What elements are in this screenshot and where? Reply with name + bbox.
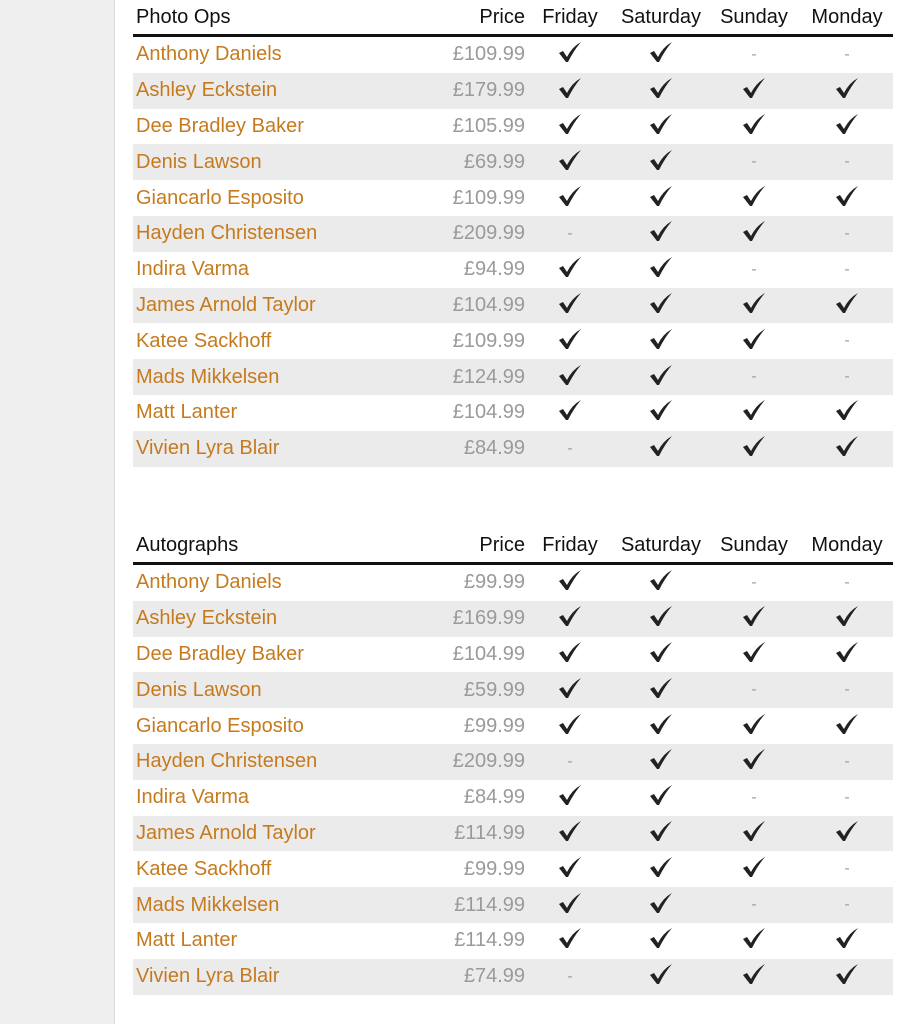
price-value: £209.99 (452, 750, 525, 773)
check-icon (741, 292, 767, 314)
monday-header: Monday (811, 533, 883, 556)
check-icon (834, 713, 860, 735)
check-icon (741, 927, 767, 949)
price-value: £84.99 (463, 437, 525, 460)
saturday-header: Saturday (620, 533, 702, 556)
price-value: £59.99 (463, 678, 525, 701)
table-row (133, 252, 893, 288)
check-icon (741, 399, 767, 421)
monday-availability (801, 820, 893, 847)
check-icon (648, 892, 674, 914)
check-icon (648, 820, 674, 842)
check-icon (648, 856, 674, 878)
monday-availability (801, 153, 893, 171)
table-header (133, 0, 893, 37)
check-icon (834, 820, 860, 842)
friday-availability (525, 225, 615, 243)
check-icon (557, 677, 583, 699)
friday-availability (525, 569, 615, 596)
page-content (114, 0, 914, 1024)
saturday-availability (615, 713, 707, 740)
sunday-availability (707, 368, 801, 386)
unavailable-dash: - (844, 752, 850, 770)
check-icon (648, 713, 674, 735)
check-icon (648, 220, 674, 242)
price-value: £104.99 (452, 642, 525, 665)
sunday-availability (707, 292, 801, 319)
check-icon (648, 113, 674, 135)
check-icon (648, 569, 674, 591)
guest-name-link[interactable]: Katee Sackhoff (136, 857, 272, 880)
guest-name-link[interactable]: Denis Lawson (136, 150, 262, 173)
check-icon (648, 41, 674, 63)
guest-name-link[interactable]: James Arnold Taylor (136, 293, 316, 316)
saturday-availability (615, 677, 707, 704)
friday-availability (525, 149, 615, 176)
sunday-availability (707, 820, 801, 847)
check-icon (557, 41, 583, 63)
saturday-availability (615, 41, 707, 68)
unavailable-dash: - (844, 153, 850, 171)
check-icon (741, 220, 767, 242)
saturday-availability (615, 435, 707, 462)
sunday-availability (707, 927, 801, 954)
check-icon (648, 149, 674, 171)
guest-name-link[interactable]: Anthony Daniels (136, 43, 282, 66)
guest-name-link[interactable]: Matt Lanter (136, 929, 238, 952)
sunday-header: Sunday (720, 5, 788, 28)
monday-availability (801, 896, 893, 914)
table-row (133, 959, 893, 995)
sunday-availability (707, 641, 801, 668)
guest-name-link[interactable]: Dee Bradley Baker (136, 114, 304, 137)
monday-availability (801, 641, 893, 668)
friday-availability (525, 641, 615, 668)
unavailable-dash: - (567, 967, 573, 985)
saturday-availability (615, 784, 707, 811)
friday-availability (525, 820, 615, 847)
check-icon (648, 641, 674, 663)
price-value: £169.99 (452, 607, 525, 630)
monday-availability (801, 574, 893, 592)
check-icon (557, 77, 583, 99)
sunday-availability (707, 220, 801, 247)
monday-availability (801, 713, 893, 740)
check-icon (557, 605, 583, 627)
guest-name-link[interactable]: Anthony Daniels (136, 571, 282, 594)
friday-availability (525, 440, 615, 458)
unavailable-dash: - (844, 860, 850, 878)
saturday-availability (615, 113, 707, 140)
saturday-availability (615, 892, 707, 919)
monday-availability (801, 860, 893, 878)
price-value: £99.99 (463, 571, 525, 594)
price-value: £209.99 (452, 222, 525, 245)
sunday-availability (707, 77, 801, 104)
check-icon (557, 927, 583, 949)
monday-availability (801, 927, 893, 954)
check-icon (834, 185, 860, 207)
friday-availability (525, 185, 615, 212)
check-icon (834, 927, 860, 949)
friday-availability (525, 364, 615, 391)
unavailable-dash: - (751, 788, 757, 806)
check-icon (557, 713, 583, 735)
friday-header: Friday (542, 5, 598, 28)
saturday-availability (615, 328, 707, 355)
table-body (133, 565, 893, 995)
saturday-availability (615, 149, 707, 176)
check-icon (648, 328, 674, 350)
check-icon (648, 256, 674, 278)
saturday-availability (615, 605, 707, 632)
table-row (133, 109, 893, 145)
price-value: £109.99 (452, 43, 525, 66)
sunday-availability (707, 435, 801, 462)
sunday-availability (707, 574, 801, 592)
sunday-availability (707, 789, 801, 807)
check-icon (557, 149, 583, 171)
friday-availability (525, 256, 615, 283)
saturday-availability (615, 399, 707, 426)
sunday-availability (707, 153, 801, 171)
guest-name-link[interactable]: Vivien Lyra Blair (136, 437, 280, 460)
check-icon (557, 113, 583, 135)
saturday-availability (615, 963, 707, 990)
saturday-availability (615, 185, 707, 212)
check-icon (648, 292, 674, 314)
monday-availability (801, 605, 893, 632)
check-icon (648, 185, 674, 207)
friday-availability (525, 713, 615, 740)
check-icon (648, 784, 674, 806)
sunday-availability (707, 856, 801, 883)
friday-availability (525, 77, 615, 104)
check-icon (834, 963, 860, 985)
check-icon (834, 605, 860, 627)
unavailable-dash: - (844, 224, 850, 242)
friday-availability (525, 677, 615, 704)
check-icon (741, 185, 767, 207)
guest-name-link[interactable]: Giancarlo Esposito (136, 714, 304, 737)
table-row (133, 637, 893, 673)
check-icon (648, 77, 674, 99)
saturday-availability (615, 364, 707, 391)
monday-availability (801, 435, 893, 462)
check-icon (741, 113, 767, 135)
price-value: £104.99 (452, 401, 525, 424)
price-value: £84.99 (463, 786, 525, 809)
sunday-availability (707, 896, 801, 914)
saturday-availability (615, 77, 707, 104)
sunday-availability (707, 328, 801, 355)
check-icon (648, 963, 674, 985)
price-value: £114.99 (454, 893, 525, 916)
check-icon (834, 399, 860, 421)
saturday-availability (615, 748, 707, 775)
sunday-availability (707, 605, 801, 632)
monday-availability (801, 332, 893, 350)
check-icon (648, 435, 674, 457)
monday-availability (801, 113, 893, 140)
check-icon (648, 748, 674, 770)
table-title: Photo Ops (136, 5, 231, 28)
check-icon (557, 820, 583, 842)
unavailable-dash: - (751, 681, 757, 699)
friday-availability (525, 113, 615, 140)
saturday-availability (615, 641, 707, 668)
table-row (133, 73, 893, 109)
guest-name-link[interactable]: Denis Lawson (136, 678, 262, 701)
guest-name-link[interactable]: Indira Varma (136, 786, 250, 809)
check-icon (557, 364, 583, 386)
saturday-header: Saturday (620, 5, 702, 28)
monday-availability (801, 292, 893, 319)
monday-availability (801, 681, 893, 699)
monday-availability (801, 46, 893, 64)
saturday-availability (615, 292, 707, 319)
unavailable-dash: - (844, 260, 850, 278)
guest-name-link[interactable]: Katee Sackhoff (136, 329, 272, 352)
price-value: £109.99 (452, 186, 525, 209)
check-icon (557, 399, 583, 421)
price-value: £69.99 (463, 150, 525, 173)
friday-availability (525, 968, 615, 986)
guest-name-link[interactable]: Ashley Eckstein (136, 607, 278, 630)
guest-name-link[interactable]: Mads Mikkelsen (136, 365, 280, 388)
table-row (133, 37, 893, 73)
friday-availability (525, 892, 615, 919)
saturday-availability (615, 856, 707, 883)
unavailable-dash: - (567, 752, 573, 770)
check-icon (557, 892, 583, 914)
monday-availability (801, 753, 893, 771)
table-row (133, 923, 893, 959)
table-row (133, 359, 893, 395)
check-icon (834, 292, 860, 314)
friday-availability (525, 41, 615, 68)
check-icon (741, 963, 767, 985)
check-icon (557, 569, 583, 591)
unavailable-dash: - (844, 332, 850, 350)
guest-name-link[interactable]: Giancarlo Esposito (136, 186, 304, 209)
price-value: £114.99 (454, 929, 525, 952)
monday-header: Monday (811, 5, 883, 28)
price-value: £179.99 (452, 79, 525, 102)
table-row (133, 744, 893, 780)
sunday-availability (707, 46, 801, 64)
friday-availability (525, 856, 615, 883)
price-header: Price (479, 533, 525, 556)
unavailable-dash: - (751, 573, 757, 591)
sunday-availability (707, 748, 801, 775)
check-icon (557, 856, 583, 878)
table-row (133, 565, 893, 601)
check-icon (834, 77, 860, 99)
check-icon (741, 641, 767, 663)
table-row (133, 323, 893, 359)
unavailable-dash: - (844, 573, 850, 591)
price-value: £105.99 (452, 114, 525, 137)
monday-availability (801, 963, 893, 990)
check-icon (741, 605, 767, 627)
friday-availability (525, 605, 615, 632)
price-value: £109.99 (452, 329, 525, 352)
unavailable-dash: - (751, 896, 757, 914)
guest-name-link[interactable]: Ashley Eckstein (136, 79, 278, 102)
friday-availability (525, 753, 615, 771)
table-body (133, 37, 893, 467)
check-icon (741, 856, 767, 878)
unavailable-dash: - (844, 896, 850, 914)
check-icon (648, 605, 674, 627)
check-icon (557, 784, 583, 806)
monday-availability (801, 368, 893, 386)
saturday-availability (615, 820, 707, 847)
check-icon (557, 256, 583, 278)
guest-name-link[interactable]: Matt Lanter (136, 401, 238, 424)
unavailable-dash: - (844, 681, 850, 699)
friday-availability (525, 927, 615, 954)
unavailable-dash: - (751, 368, 757, 386)
check-icon (834, 641, 860, 663)
guest-name-link[interactable]: Hayden Christensen (136, 750, 318, 773)
table-row (133, 851, 893, 887)
check-icon (741, 328, 767, 350)
table-row (133, 887, 893, 923)
saturday-availability (615, 927, 707, 954)
sunday-availability (707, 261, 801, 279)
friday-availability (525, 399, 615, 426)
monday-availability (801, 261, 893, 279)
check-icon (741, 748, 767, 770)
unavailable-dash: - (751, 153, 757, 171)
check-icon (834, 435, 860, 457)
friday-availability (525, 292, 615, 319)
table-header (133, 528, 893, 565)
check-icon (741, 77, 767, 99)
check-icon (557, 185, 583, 207)
table-row (133, 601, 893, 637)
check-icon (741, 435, 767, 457)
check-icon (834, 113, 860, 135)
unavailable-dash: - (844, 45, 850, 63)
guest-name-link[interactable]: Indira Varma (136, 258, 250, 281)
monday-availability (801, 185, 893, 212)
unavailable-dash: - (844, 788, 850, 806)
price-value: £99.99 (463, 714, 525, 737)
price-value: £94.99 (463, 258, 525, 281)
check-icon (557, 292, 583, 314)
price-header: Price (479, 5, 525, 28)
table-row (133, 708, 893, 744)
unavailable-dash: - (567, 439, 573, 457)
friday-availability (525, 328, 615, 355)
price-value: £124.99 (452, 365, 525, 388)
sunday-availability (707, 185, 801, 212)
sunday-availability (707, 963, 801, 990)
unavailable-dash: - (751, 260, 757, 278)
sunday-header: Sunday (720, 533, 788, 556)
price-value: £99.99 (463, 857, 525, 880)
price-value: £114.99 (454, 821, 525, 844)
table-row (133, 288, 893, 324)
monday-availability (801, 77, 893, 104)
guest-name-link[interactable]: James Arnold Taylor (136, 821, 316, 844)
table-row (133, 816, 893, 852)
sunday-availability (707, 113, 801, 140)
unavailable-dash: - (567, 224, 573, 242)
friday-header: Friday (542, 533, 598, 556)
unavailable-dash: - (751, 45, 757, 63)
monday-availability (801, 399, 893, 426)
sunday-availability (707, 681, 801, 699)
table-row (133, 216, 893, 252)
check-icon (648, 364, 674, 386)
saturday-availability (615, 569, 707, 596)
guest-name-link[interactable]: Dee Bradley Baker (136, 642, 304, 665)
guest-name-link[interactable]: Vivien Lyra Blair (136, 965, 280, 988)
check-icon (648, 399, 674, 421)
unavailable-dash: - (844, 368, 850, 386)
table-row (133, 144, 893, 180)
sunday-availability (707, 399, 801, 426)
table-title: Autographs (136, 533, 239, 556)
table-row (133, 395, 893, 431)
check-icon (741, 820, 767, 842)
monday-availability (801, 225, 893, 243)
check-icon (648, 927, 674, 949)
table-row (133, 431, 893, 467)
monday-availability (801, 789, 893, 807)
table-row (133, 780, 893, 816)
table-row (133, 180, 893, 216)
guest-name-link[interactable]: Hayden Christensen (136, 222, 318, 245)
table-row (133, 672, 893, 708)
check-icon (557, 328, 583, 350)
sunday-availability (707, 713, 801, 740)
check-icon (741, 713, 767, 735)
check-icon (648, 677, 674, 699)
autographs-table (133, 528, 893, 995)
guest-name-link[interactable]: Mads Mikkelsen (136, 893, 280, 916)
saturday-availability (615, 256, 707, 283)
check-icon (557, 641, 583, 663)
price-value: £74.99 (463, 965, 525, 988)
friday-availability (525, 784, 615, 811)
price-value: £104.99 (452, 293, 525, 316)
photo-ops-table (133, 0, 893, 467)
saturday-availability (615, 220, 707, 247)
